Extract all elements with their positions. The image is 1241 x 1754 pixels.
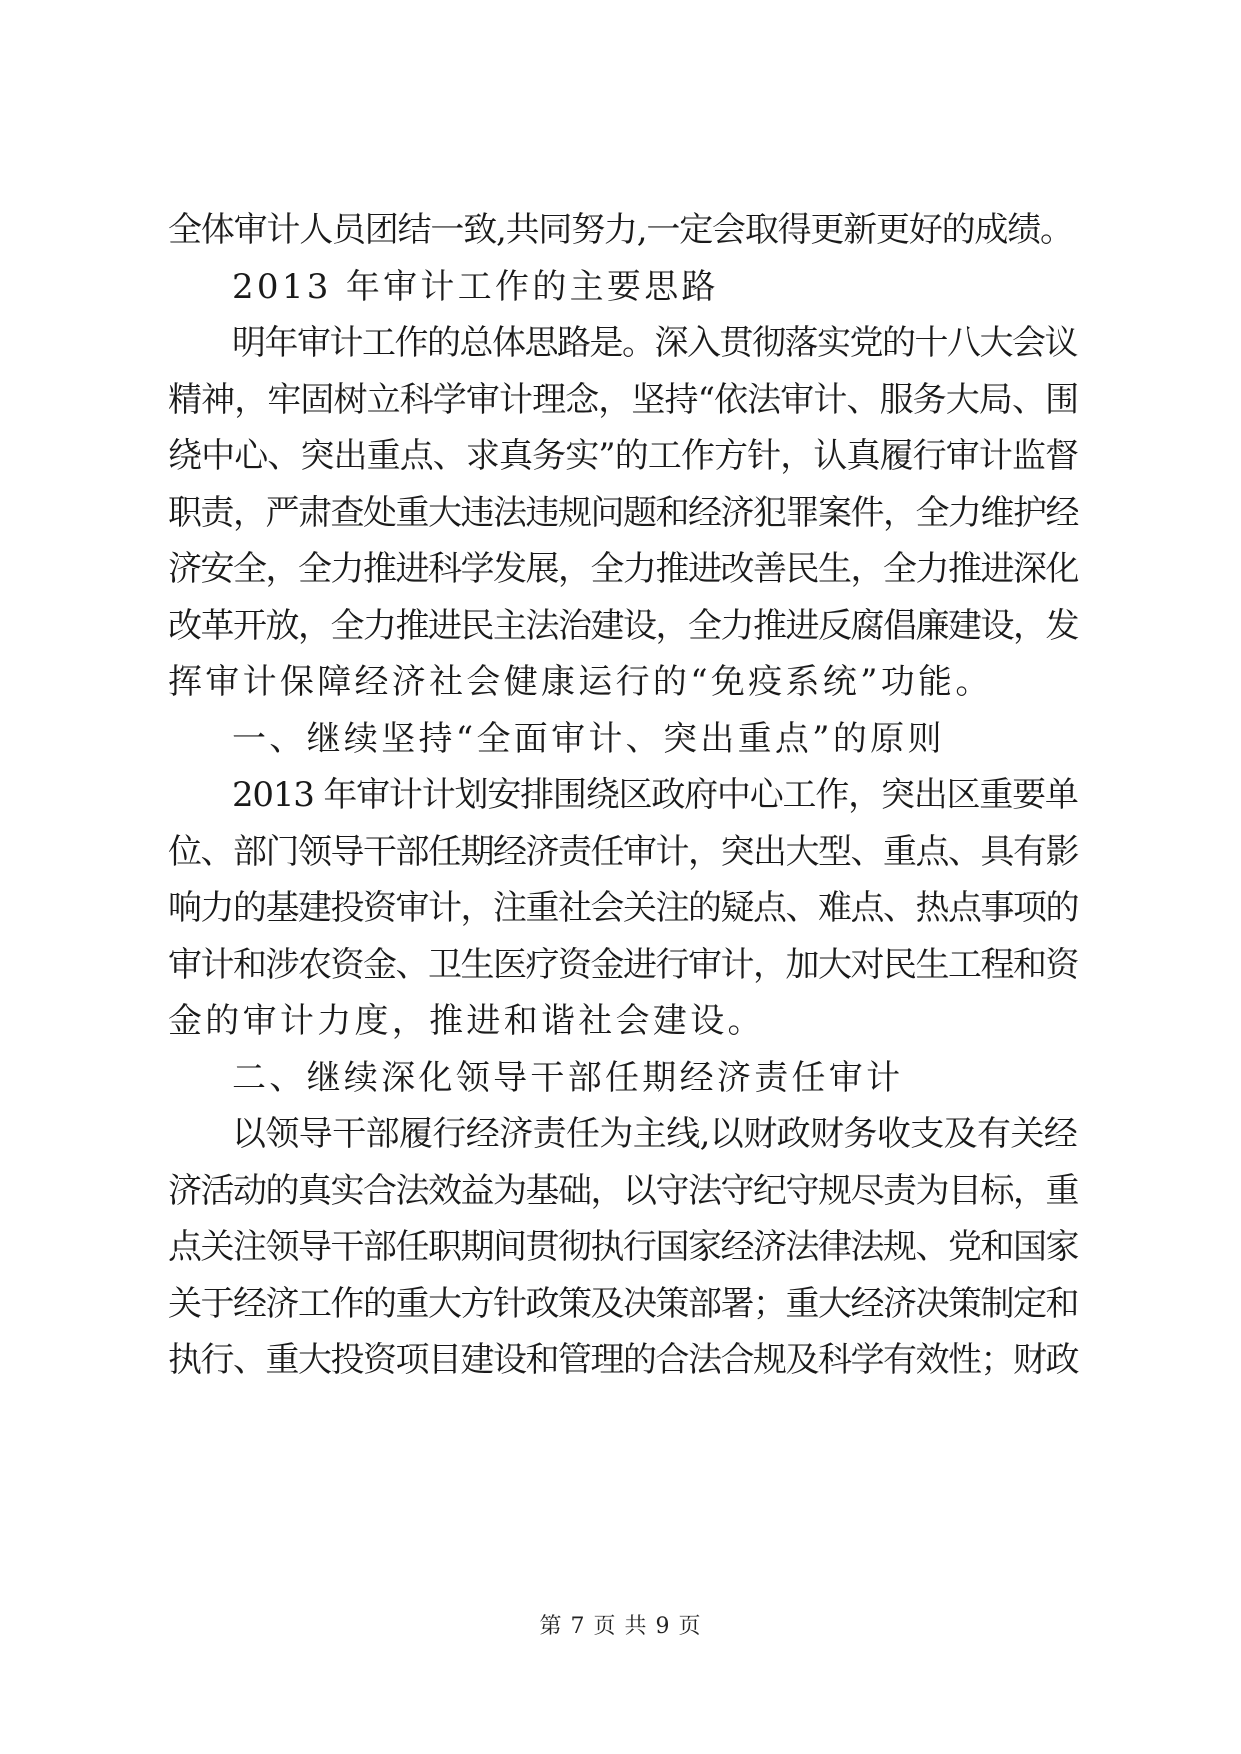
body-text-line: 挥审计保障经济社会健康运行的“免疫系统”功能。	[168, 662, 993, 702]
body-text-line: 金的审计力度，推进和谐社会建设。	[168, 1001, 765, 1041]
section-heading: 2013 年审计工作的主要思路	[232, 267, 719, 307]
body-text-line: 全体审计人员团结一致,共同努力,一定会取得更新更好的成绩。	[168, 210, 1073, 250]
body-text-line: 审计和涉农资金、卫生医疗资金进行审计，加大对民生工程和资	[168, 945, 1078, 985]
body-text-line: 职责，严肃查处重大违法违规问题和经济犯罪案件，全力维护经	[168, 493, 1078, 533]
body-text-line: 精神，牢固树立科学审计理念，坚持“依法审计、服务大局、围	[168, 380, 1079, 420]
body-text-line: 济安全，全力推进科学发展，全力推进改善民生，全力推进深化	[168, 549, 1078, 589]
paragraph-first-line: 明年审计工作的总体思路是。深入贯彻落实党的十八大会议	[232, 323, 1077, 363]
body-text-line: 位、部门领导干部任期经济责任审计，突出大型、重点、具有影	[168, 832, 1078, 872]
page-number-footer: 第 7 页 共 9 页	[539, 1614, 702, 1639]
body-text-line: 改革开放，全力推进民主法治建设，全力推进反腐倡廉建设，发	[168, 606, 1078, 646]
paragraph-first-line: 2013 年审计计划安排围绕区政府中心工作，突出区重要单	[232, 775, 1078, 815]
body-text-line: 响力的基建投资审计，注重社会关注的疑点、难点、热点事项的	[168, 888, 1078, 928]
body-text-line: 点关注领导干部任职期间贯彻执行国家经济法律法规、党和国家	[168, 1227, 1078, 1267]
paragraph-first-line: 以领导干部履行经济责任为主线,以财政财务收支及有关经	[232, 1114, 1078, 1154]
body-text-line: 执行、重大投资项目建设和管理的合法合规及科学有效性；财政	[168, 1340, 1078, 1380]
body-text-line: 绕中心、突出重点、求真务实”的工作方针，认真履行审计监督	[168, 436, 1079, 476]
body-text-line: 关于经济工作的重大方针政策及决策部署；重大经济决策制定和	[168, 1284, 1078, 1324]
body-text-line: 济活动的真实合法效益为基础，以守法守纪守规尽责为目标，重	[168, 1171, 1078, 1211]
section-heading: 一、继续坚持“全面审计、突出重点”的原则	[232, 719, 945, 759]
section-heading: 二、继续深化领导干部任期经济责任审计	[232, 1058, 904, 1098]
